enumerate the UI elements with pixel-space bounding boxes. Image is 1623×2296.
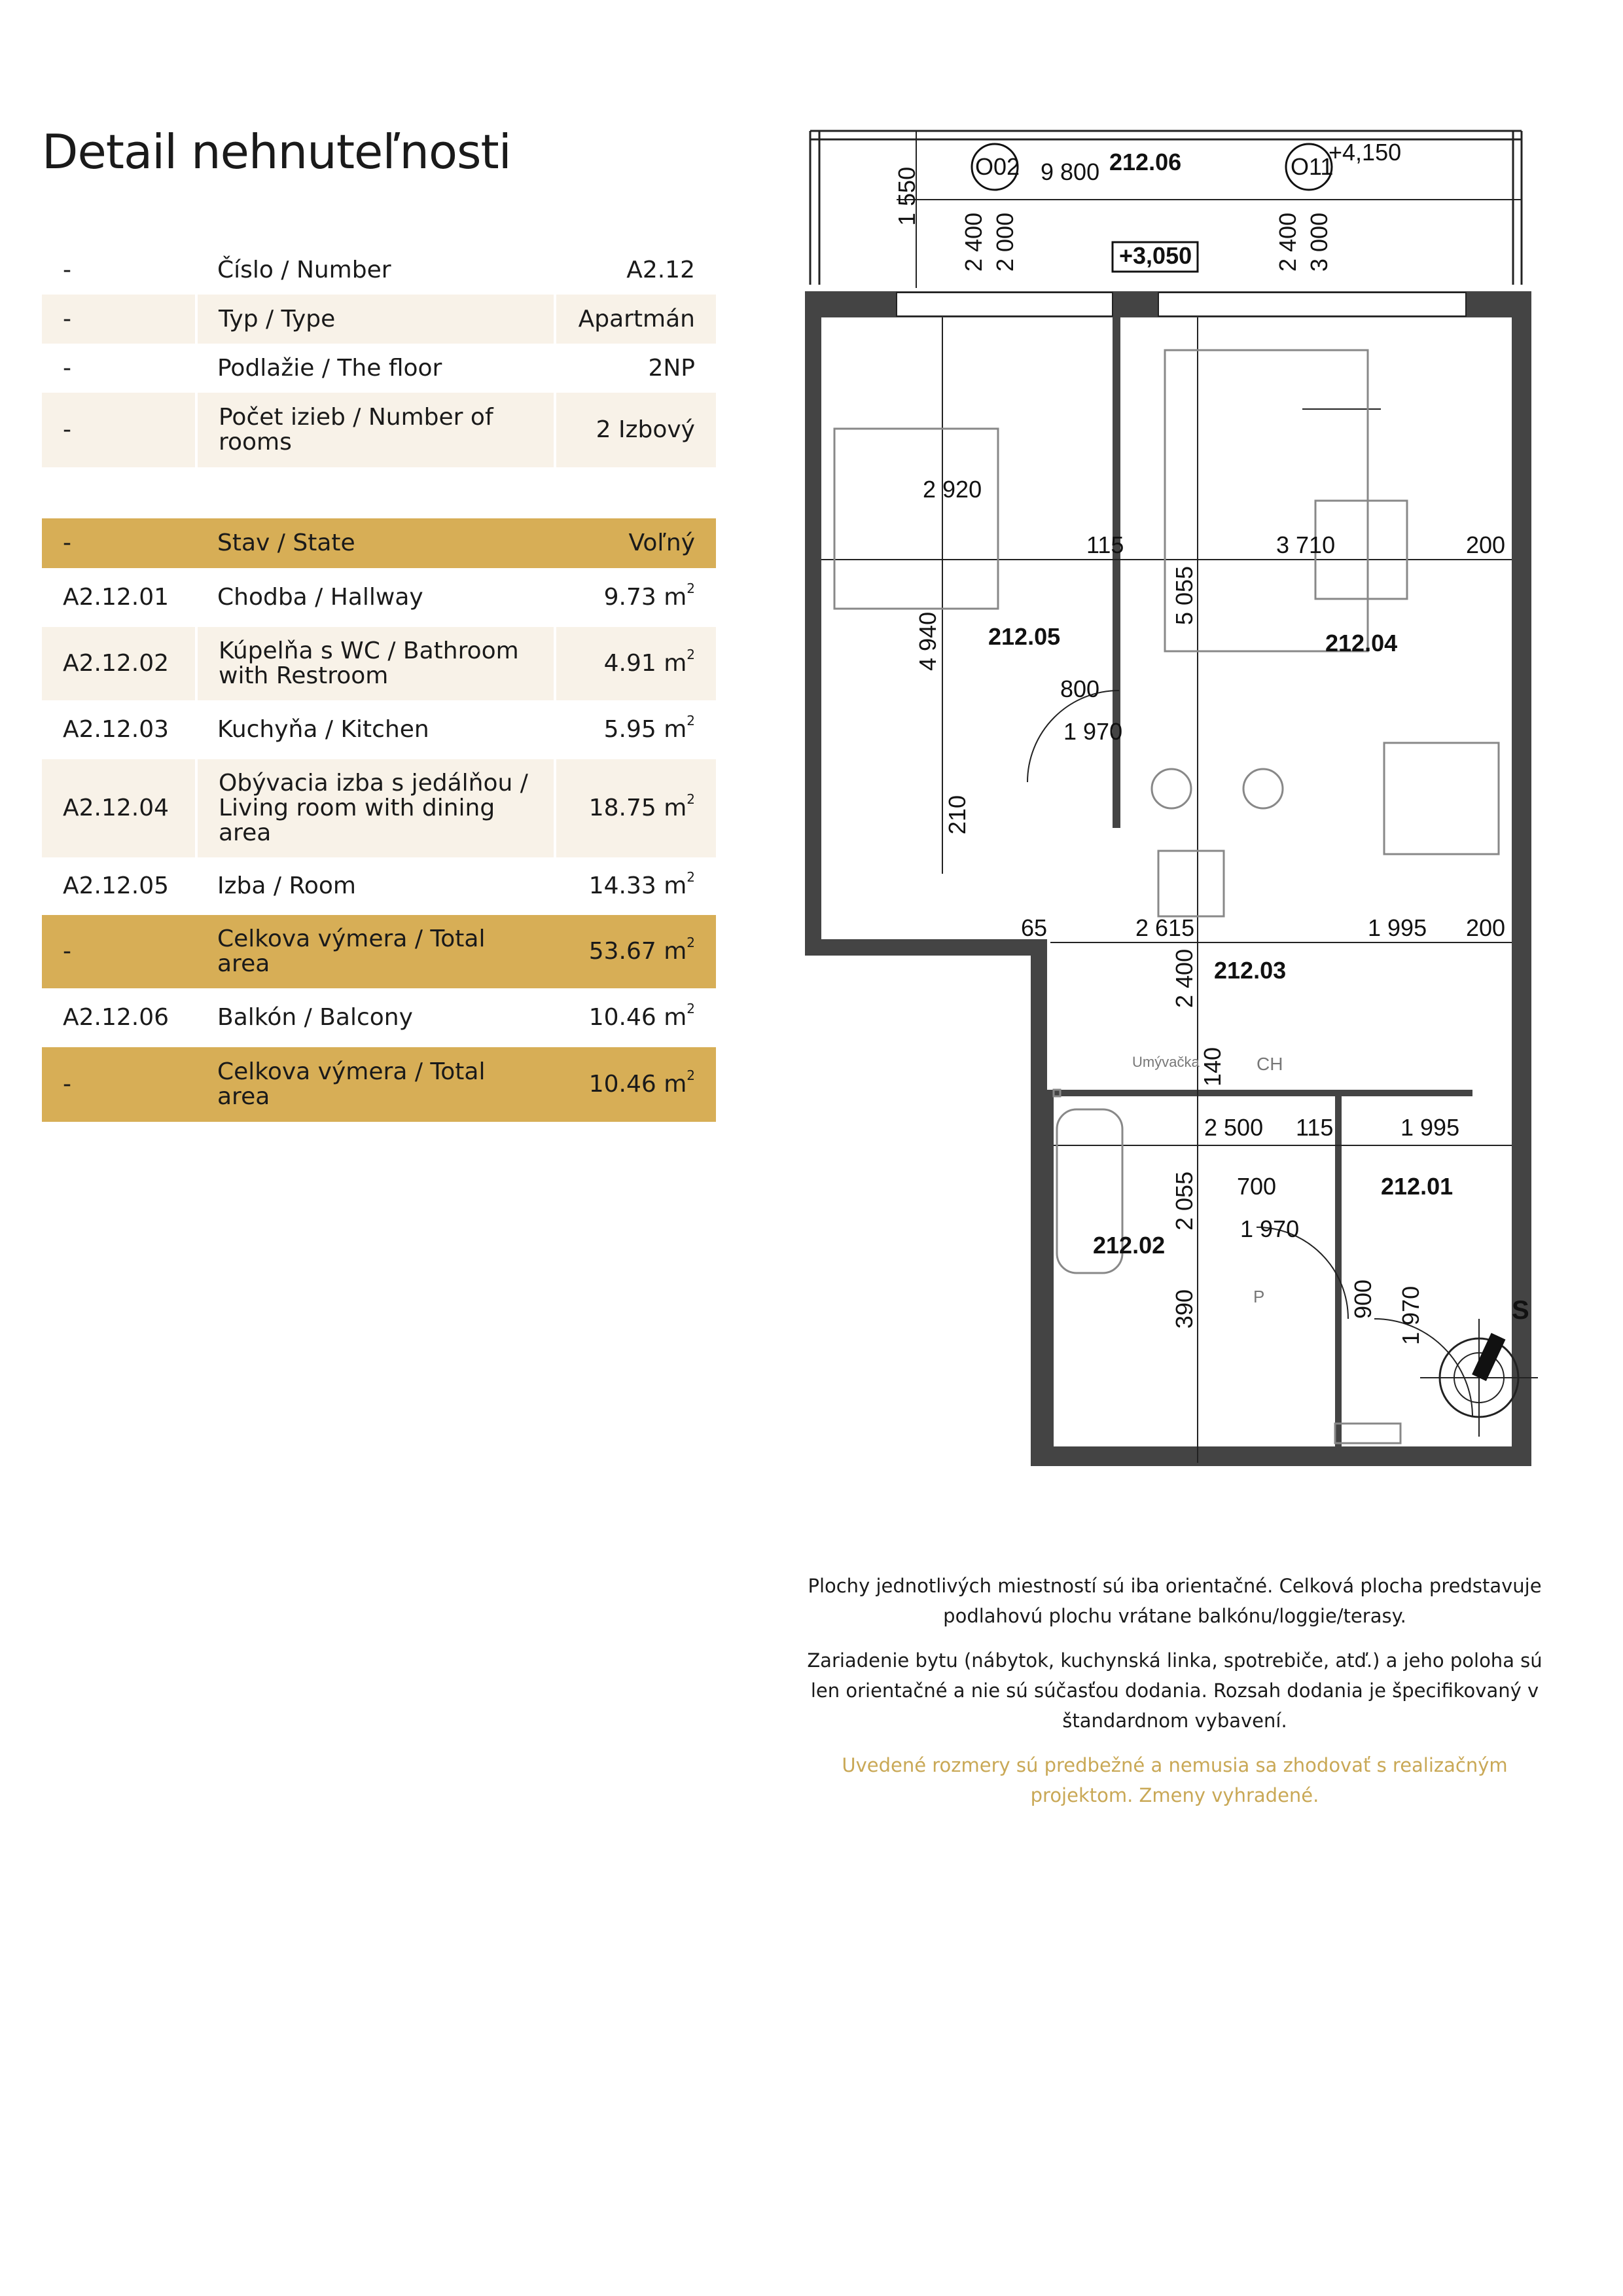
row-label: Podlažie / The floor [196,344,555,393]
compass-label: S [1512,1296,1529,1325]
dim-65: 65 [1021,914,1048,941]
dim-2500: 2 500 [1204,1114,1264,1141]
dim-1550: 1 550 [893,166,920,226]
row-label: Celkova výmera / Total area [196,915,555,988]
floor-level: +3,050 [1119,242,1192,269]
row-label: Obývacia izba s jedálňou / Living room with dining area [196,759,555,857]
row-value: 53.67 $m^2$ [555,915,716,988]
area-table [42,518,716,1122]
dim-800: 800 [1060,675,1100,702]
note-furniture: Zariadenie bytu (nábytok, kuchynská linka, spotrebiče, atď.) a jeho poloha sú len orientačné a nie sú súčasťou dodania. Rozsah dodania je špecifikovaný v štandardnom vybavení. [807,1649,1543,1732]
row-code: A2.12.04 [42,759,196,857]
top-level: +4,150 [1329,139,1402,166]
row-label: Počet izieb / Number of rooms [196,393,555,467]
row-value: 5.95 $m^2$ [555,700,716,759]
row-label: Balkón / Balcony [196,988,555,1047]
dim-2055: 2 055 [1171,1171,1198,1230]
row-label: Typ / Type [196,295,555,344]
row-value: 10.46 $m^2$ [555,988,716,1047]
fixture-label-p: P [1253,1287,1265,1306]
room-label-212-04: 212.04 [1325,630,1398,656]
area-row [42,857,716,915]
row-value: Apartmán [555,295,716,344]
notes [805,1571,1544,1825]
floor-plan [805,121,1577,1528]
page-title: Detail nehnuteľnosti [42,124,511,179]
window-tags [972,139,1401,190]
note-dimensions: Uvedené rozmery sú predbežné a nemusia sa zhodovať s realizačným projektom. Zmeny vyhradené. [842,1754,1508,1806]
row-value: 18.75 $m^2$ [555,759,716,857]
room-label-212-05: 212.05 [988,623,1061,650]
row-code: - [42,915,196,988]
area-row [42,700,716,759]
total-row [42,1047,716,1122]
row-label: Izba / Room [196,857,555,915]
windows [897,293,1466,316]
room-label-212-01: 212.01 [1381,1173,1454,1200]
dim-1970-b: 1 970 [1240,1215,1300,1242]
row-label: Celkova výmera / Total area [196,1047,555,1122]
row-label: Číslo / Number [196,245,555,295]
dim-2400-b: 2 400 [1274,212,1301,272]
state-row [42,518,716,568]
row-code: A2.12.03 [42,700,196,759]
row-value: 4.91 $m^2$ [555,627,716,700]
row-code: A2.12.01 [42,568,196,627]
area-row [42,627,716,700]
dim-115-b: 115 [1296,1114,1334,1141]
dim-2000: 2 000 [991,212,1018,272]
row-label: Kúpelňa s WC / Bathroom with Restroom [196,627,555,700]
room-label-212-06: 212.06 [1109,149,1182,175]
dim-200: 200 [1466,531,1506,558]
info-row-type [42,295,716,344]
info-row-rooms [42,393,716,467]
row-code: - [42,245,196,295]
row-code: A2.12.05 [42,857,196,915]
dim-2920: 2 920 [923,476,982,503]
row-value: 14.33 $m^2$ [555,857,716,915]
area-row [42,759,716,857]
dim-1970-c: 1 970 [1397,1285,1424,1345]
row-value: 10.46 $m^2$ [555,1047,716,1122]
window-tag-o02: O02 [975,153,1020,180]
row-value: 2 Izbový [555,393,716,467]
row-code: - [42,393,196,467]
dim-9800: 9 800 [1041,158,1100,185]
dim-2400-c: 2 400 [1171,948,1198,1008]
dim-210: 210 [944,795,971,834]
dim-1970: 1 970 [1063,718,1123,745]
row-code: A2.12.02 [42,627,196,700]
dim-115: 115 [1086,531,1124,558]
row-code: A2.12.06 [42,988,196,1047]
dim-1995: 1 995 [1368,914,1427,941]
dim-140: 140 [1199,1047,1226,1086]
area-row [42,988,716,1047]
dim-200-b: 200 [1466,914,1506,941]
dim-2400: 2 400 [960,212,987,272]
area-row [42,568,716,627]
property-info-table [42,245,716,467]
dim-900: 900 [1349,1279,1376,1319]
dim-3710: 3 710 [1276,531,1336,558]
row-label: Kuchyňa / Kitchen [196,700,555,759]
dim-1995-b: 1 995 [1400,1114,1460,1141]
dim-2615: 2 615 [1135,914,1195,941]
fixture-label-dishwasher: Umývačka [1132,1054,1200,1070]
note-area: Plochy jednotlivých miestností sú iba orientačné. Celková plocha predstavuje podlahovú plochu vrátane balkónu/loggie/terasy. [808,1575,1542,1627]
dim-3000: 3 000 [1306,212,1332,272]
row-value: Voľný [555,518,716,568]
row-code: - [42,1047,196,1122]
room-label-212-03: 212.03 [1214,957,1287,984]
row-code: - [42,344,196,393]
info-row-number [42,245,716,295]
row-value: A2.12 [555,245,716,295]
row-label: Chodba / Hallway [196,568,555,627]
row-label: Stav / State [196,518,555,568]
dim-5055: 5 055 [1171,565,1198,625]
dim-700: 700 [1237,1173,1277,1200]
row-code: - [42,518,196,568]
dim-4940: 4 940 [914,611,941,671]
info-row-floor [42,344,716,393]
dim-390: 390 [1171,1289,1198,1329]
row-value: 2NP [555,344,716,393]
row-value: 9.73 $m^2$ [555,568,716,627]
total-row [42,915,716,988]
window-tag-o11: O11 [1291,153,1334,180]
fixture-label-ch: CH [1257,1054,1283,1074]
room-label-212-02: 212.02 [1093,1232,1166,1259]
row-code: - [42,295,196,344]
furniture [834,350,1499,1443]
